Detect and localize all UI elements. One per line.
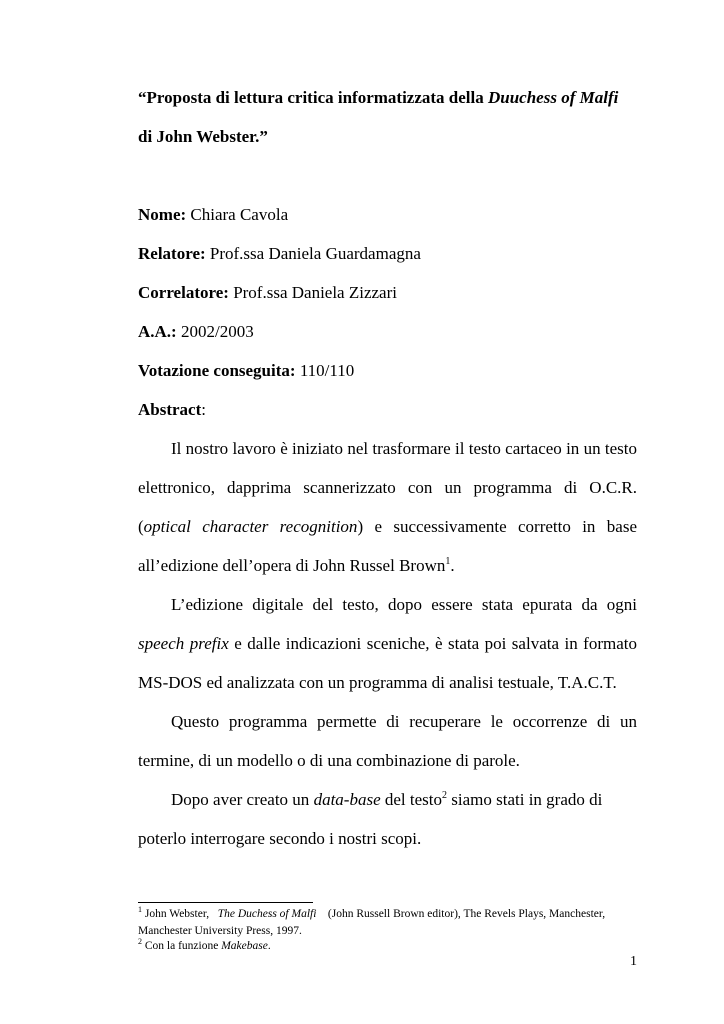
p1-line-3-rest: ) e successivamente corretto in base bbox=[357, 517, 637, 536]
footnote-1-line-2: Manchester University Press, 1997. bbox=[138, 925, 302, 937]
abstract-p1-line-2: elettronico, dapprima scannerizzato con un programma di O.C.R. bbox=[138, 478, 637, 497]
speech-prefix-term: speech prefix bbox=[138, 634, 229, 653]
correlatore-value: Prof.ssa Daniela Zizzari bbox=[228, 283, 397, 302]
title-italic-work: Duuchess of Malfi bbox=[488, 88, 619, 107]
footnote-2-number: 2 bbox=[138, 937, 142, 946]
title-author: di John Webster.” bbox=[138, 127, 268, 146]
aa-value: 2002/2003 bbox=[176, 322, 254, 341]
relatore-label: Relatore: bbox=[138, 244, 206, 263]
p2-italic-comma: , bbox=[425, 634, 430, 653]
field-relatore bbox=[138, 244, 421, 264]
abstract-p3-line-2: termine, di un modello o di una combinazione di parole. bbox=[138, 751, 520, 770]
p2-line-2-mid: e dalle indicazioni sceniche bbox=[228, 634, 426, 653]
nome-value: Chiara Cavola bbox=[186, 205, 289, 224]
footnote-1-title: The Duchess of Malfi bbox=[217, 908, 317, 920]
footnote-2-text: Con la funzione bbox=[142, 940, 222, 952]
field-abstract bbox=[138, 400, 206, 420]
data-base-term: data-base bbox=[313, 790, 381, 809]
p1-line-4-end: . bbox=[450, 556, 455, 575]
footnote-ref-2: 2 bbox=[442, 790, 447, 801]
p4-line-1-a: Dopo aver creato un bbox=[171, 790, 314, 809]
footnote-2 bbox=[138, 937, 271, 952]
document-title-line-2 bbox=[138, 127, 268, 147]
paren-open: ( bbox=[138, 517, 144, 536]
votazione-label: Votazione conseguita: bbox=[138, 361, 296, 380]
footnote-2-end: . bbox=[267, 940, 271, 952]
abstract-p1-line-4 bbox=[138, 556, 637, 576]
footnote-1-line-1 bbox=[138, 905, 606, 920]
p4-line-1-c: siamo stati in grado di bbox=[447, 790, 603, 809]
abstract-p1-line-3 bbox=[138, 517, 637, 539]
page-number: 1 bbox=[630, 954, 637, 969]
footnote-1-author: John Webster, bbox=[142, 908, 218, 920]
field-nome bbox=[138, 205, 288, 225]
title-text: “Proposta di lettura critica informatizzata della bbox=[138, 88, 488, 107]
field-correlatore bbox=[138, 283, 397, 303]
footnote-1-number: 1 bbox=[138, 905, 142, 914]
footnote-2-italic: Makebase bbox=[221, 940, 268, 952]
p4-line-1-b: del testo bbox=[380, 790, 442, 809]
document-title-line-1 bbox=[138, 88, 618, 108]
footnote-ref-1: 1 bbox=[445, 556, 451, 567]
field-aa bbox=[138, 322, 254, 342]
footnote-divider bbox=[138, 902, 313, 903]
abstract-p1-line-1: Il nostro lavoro è iniziato nel trasformare il testo cartaceo in un testo bbox=[171, 439, 637, 458]
abstract-p2-line-1: L’edizione digitale del testo, dopo essere stata epurata da ogni bbox=[171, 595, 637, 614]
abstract-p3-line-1: Questo programma permette di recuperare le occorrenze di un bbox=[171, 712, 637, 731]
p2-line-2-rest: è stata poi salvata in formato bbox=[429, 634, 637, 653]
correlatore-label: Correlatore: bbox=[138, 283, 229, 302]
p1-line-4-text: all’edizione dell’opera di John Russel Brown bbox=[138, 556, 446, 575]
footnote-1-publisher: (John Russell Brown editor), The Revels Plays, Manchester, bbox=[316, 908, 606, 920]
nome-label: Nome: bbox=[138, 205, 187, 224]
abstract-p2-line-2 bbox=[138, 634, 637, 656]
abstract-p4-line-2: poterlo interrogare secondo i nostri scopi. bbox=[138, 829, 422, 848]
field-votazione bbox=[138, 361, 354, 381]
votazione-value: 110/110 bbox=[295, 361, 355, 380]
abstract-p2-line-3: MS-DOS ed analizzata con un programma di analisi testuale, T.A.C.T. bbox=[138, 673, 617, 692]
abstract-colon: : bbox=[201, 400, 206, 419]
relatore-value: Prof.ssa Daniela Guardamagna bbox=[205, 244, 421, 263]
abstract-label: Abstract bbox=[138, 400, 202, 419]
ocr-expansion: optical character recognition bbox=[143, 517, 358, 536]
abstract-p4-line-1 bbox=[138, 790, 670, 810]
aa-label: A.A.: bbox=[138, 322, 177, 341]
